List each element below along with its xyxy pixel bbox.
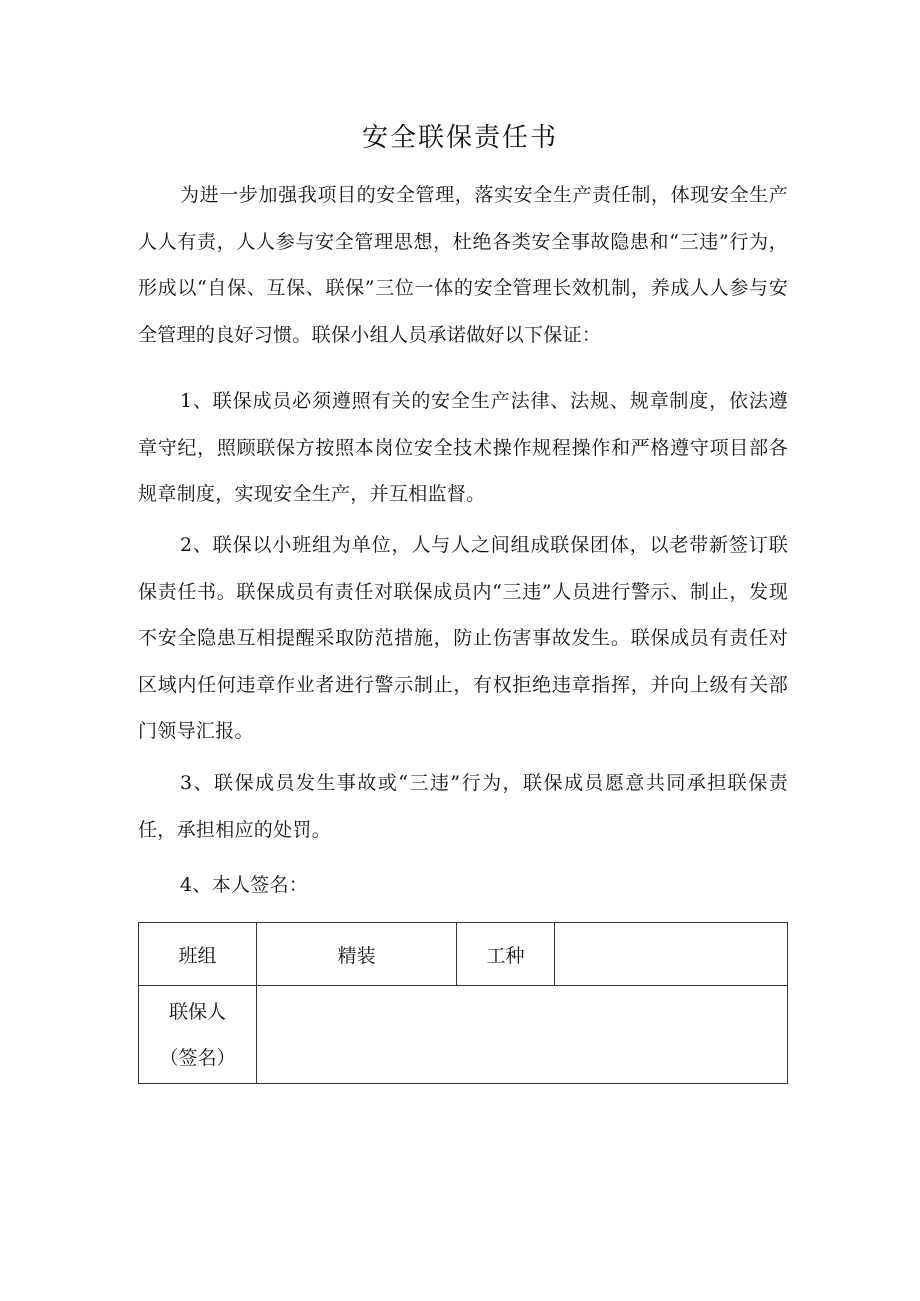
guarantor-label-cell [139,986,257,1084]
clause-4-signature-prompt: 4、本人签名： [180,874,309,896]
team-value-cell[interactable]: 精装 [257,923,457,986]
clause-1-paragraph: 1、联保成员必须遵照有关的安全生产法律、法规、规章制度，依法遵章守纪，照顾联保方按照本岗位安全技术操作规程操作和严格遵守项目部各规章制度，实现安全生产，并互相监督。 [138,390,788,505]
table-row [139,923,788,986]
intro-paragraph: 为进一步加强我项目的安全管理，落实安全生产责任制，体现安全生产人人有责，人人参与安全管理思想，杜绝各类安全事故隐患和“三违”行为，形成以“自保、互保、联保”三位一体的安全管理长效机制，养成人人参与安全管理的良好习惯。联保小组人员承诺做好以下保证： [138,184,788,346]
trade-value-cell[interactable] [555,923,788,986]
guarantor-label-line2: （签名） [159,1046,236,1069]
clause-2-paragraph: 2、联保以小班组为单位，人与人之间组成联保团体，以老带新签订联保责任书。联保成员有责任对联保成员内“三违”人员进行警示、制止，发现不安全隐患互相提醒采取防范措施，防止伤害事故发生。联保成员有责任对区域内任何违章作业者进行警示制止，有权拒绝违章指挥，并向上级有关部门领导汇报。 [138,534,788,742]
guarantor-label-line1: 联保人 [168,1000,226,1023]
clause-3-paragraph: 3、联保成员发生事故或“三违”行为，联保成员愿意共同承担联保责任，承担相应的处罚。 [138,772,788,841]
table-row [139,986,788,1084]
trade-label-cell: 工种 [457,923,555,986]
guarantor-signature-cell[interactable] [257,986,788,1084]
document-title: 安全联保责任书 [361,123,558,153]
team-label-cell: 班组 [139,923,257,986]
signature-table [138,922,788,1084]
